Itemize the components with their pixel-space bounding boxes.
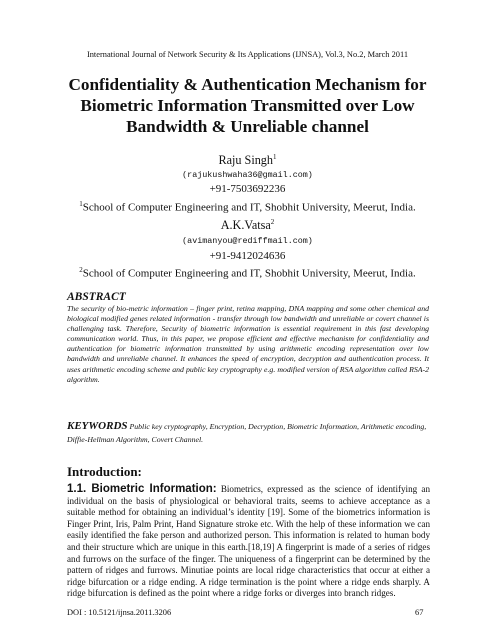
- title-line: Bandwidth & Unreliable channel: [126, 117, 369, 136]
- paper-title: [40, 74, 455, 137]
- author-affiliation: $^2$School of Computer Engineering and IT, Shobhit University, Meerut, India.: [79, 266, 416, 280]
- subsection-heading: 1.1. Biometric Information:: [67, 483, 217, 495]
- author-block: [40, 150, 455, 281]
- journal-header: International Journal of Network Security & Its Applications (IJNSA), Vol.3, No.2, March 2011: [86, 50, 409, 59]
- introduction-text: [67, 484, 430, 600]
- keywords-text: Public key cryptography, Encryption, Decryption, Biometric Information, Arithmetic encoding, Diffie-Hellman Algorithm, Covert Channel.: [67, 422, 427, 444]
- doi-footer: DOI : 10.5121/ijnsa.2011.3206: [67, 608, 172, 617]
- author-affiliation: $^1$School of Computer Engineering and IT, Shobhit University, Meerut, India.: [79, 199, 416, 214]
- author-phone: +91-7503692236: [209, 183, 286, 196]
- page-number: 67: [415, 608, 424, 617]
- author-email: (avimanyou@rediffmail.com): [182, 236, 313, 247]
- abstract-heading: ABSTRACT: [67, 291, 126, 303]
- author-name: Raju Singh$^1$: [218, 153, 277, 168]
- abstract-text: The security of bio-metric information – finger print, retina mapping, DNA mapping and some other chemical and biological modified genes related information - transfer through low bandwidth and unreliable or covert channel is challenging task. Therefore, Security of biometric information is essential requirement in this fast developing communication world. Thus, in this paper, we propose efficient and effective mechanism for confidentiality and authentication for biometric information transmitted by using arithmetic encoding representation over low bandwidth and unreliable channel. It enhances the speed of encryption, decryption and authentication process. It uses arithmetic encoding scheme and public key cryptography e.g. modified version of RSA algorithm called RSA-2 algorithm.: [67, 304, 429, 384]
- author-email: (rajukushwaha36@gmail.com): [182, 169, 313, 180]
- author-phone: +91-9412024636: [209, 249, 286, 262]
- introduction-heading: Introduction:: [67, 464, 142, 479]
- keywords-section: [67, 420, 429, 446]
- author-name: A.K.Vatsa$^2$: [220, 217, 275, 232]
- title-line: Confidentiality & Authentication Mechanism for: [68, 75, 427, 94]
- title-line: Biometric Information Transmitted over Low: [80, 96, 415, 115]
- subsection-text: Biometrics, expressed as the science of identifying an individual on the basis of physiological or behavioral traits, seems to achieve acceptance as a suitable method for obtaining an individual’s identity [19]. Some of the biometrics information is Finger Print, Iris, Palm Print, Hand Signature stroke etc. With the help of these information we can easily identified the fake person and authorized person. This information is related to human body and their structure which are unique in this earth.[18,19] A fingerprint is made of a series of ridges and furrows on the surface of the finger. The uniqueness of a fingerprint can be determined by the pattern of ridges and furrows. Minutiae points are local ridge characteristics that occur at either a ridge bifurcation or a ridge ending. A ridge termination is the point where a ridge ends sharply. A ridge bifurcation is defined as the point where a ridge forks or diverges into branch ridges.: [67, 484, 430, 599]
- keywords-heading: KEYWORDS: [67, 420, 128, 432]
